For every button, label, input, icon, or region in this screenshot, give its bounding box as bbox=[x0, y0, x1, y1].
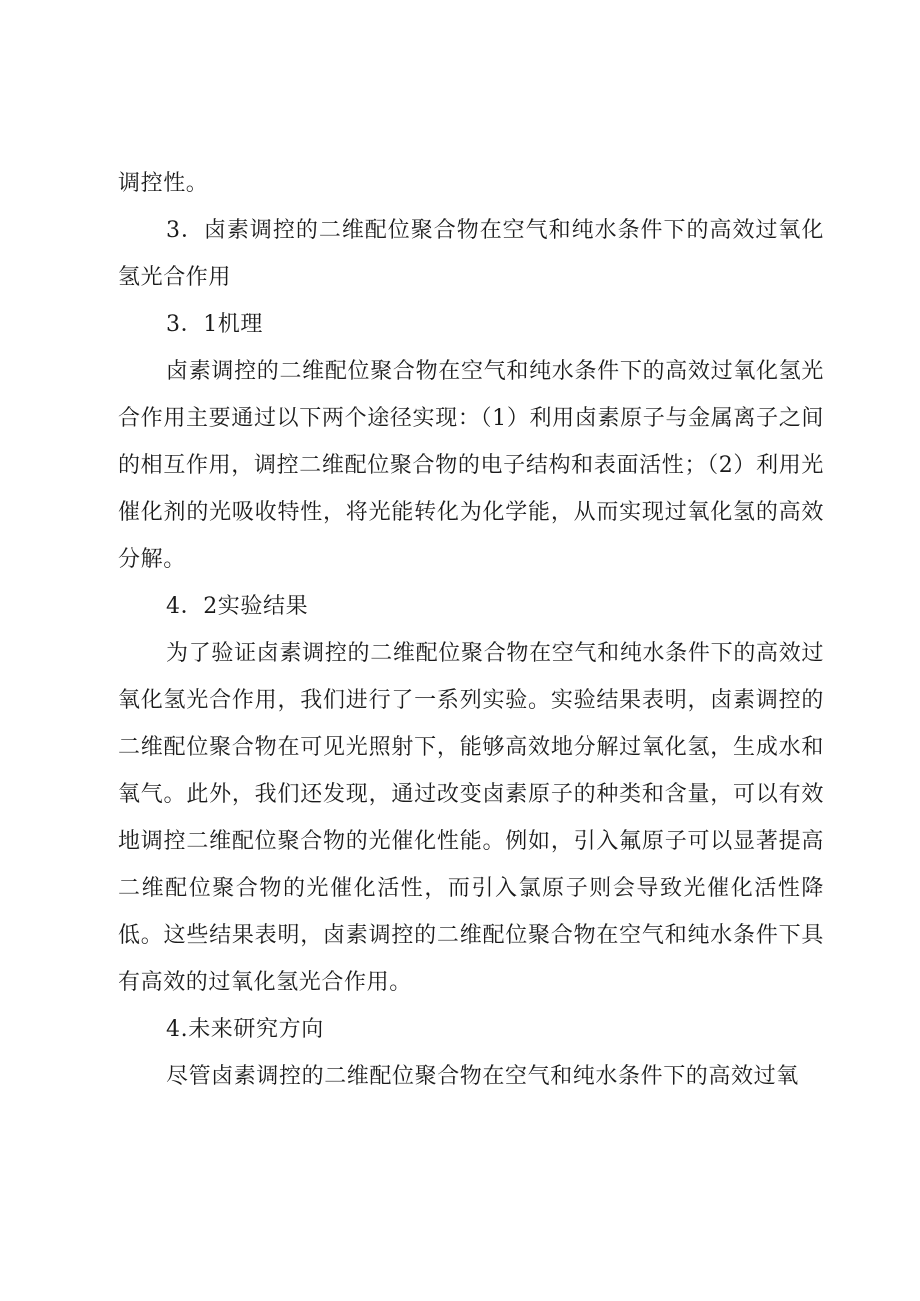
section-heading-4: 4.未来研究方向 bbox=[166, 1017, 324, 1042]
paragraph-continuation: 调控性。 bbox=[118, 171, 209, 196]
section-heading-3: 3．卤素调控的二维配位聚合物在空气和纯水条件下的高效过氧化氢光合作用 bbox=[118, 218, 824, 290]
subsection-heading-3-1: 3．1机理 bbox=[166, 312, 263, 337]
document-body bbox=[118, 160, 824, 1100]
paragraph-future: 尽管卤素调控的二维配位聚合物在空气和纯水条件下的高效过氧 bbox=[166, 1064, 799, 1089]
paragraph-results: 为了验证卤素调控的二维配位聚合物在空气和纯水条件下的高效过氧化氢光合作用，我们进行了一系列实验。实验结果表明，卤素调控的二维配位聚合物在可见光照射下，能够高效地分解过氧化氢，生成水和氧气。此外，我们还发现，通过改变卤素原子的种类和含量，可以有效地调控二维配位聚合物的光催化性能。例如，引入氟原子可以显著提高二维配位聚合物的光催化活性，而引入氯原子则会导致光催化活性降低。这些结果表明，卤素调控的二维配位聚合物在空气和纯水条件下具有高效的过氧化氢光合作用。 bbox=[118, 641, 824, 995]
subsection-heading-4-2: 4．2实验结果 bbox=[166, 594, 309, 619]
paragraph-mechanism: 卤素调控的二维配位聚合物在空气和纯水条件下的高效过氧化氢光合作用主要通过以下两个途径实现：（1）利用卤素原子与金属离子之间的相互作用，调控二维配位聚合物的电子结构和表面活性；（2）利用光催化剂的光吸收特性，将光能转化为化学能，从而实现过氧化氢的高效分解。 bbox=[118, 359, 824, 572]
